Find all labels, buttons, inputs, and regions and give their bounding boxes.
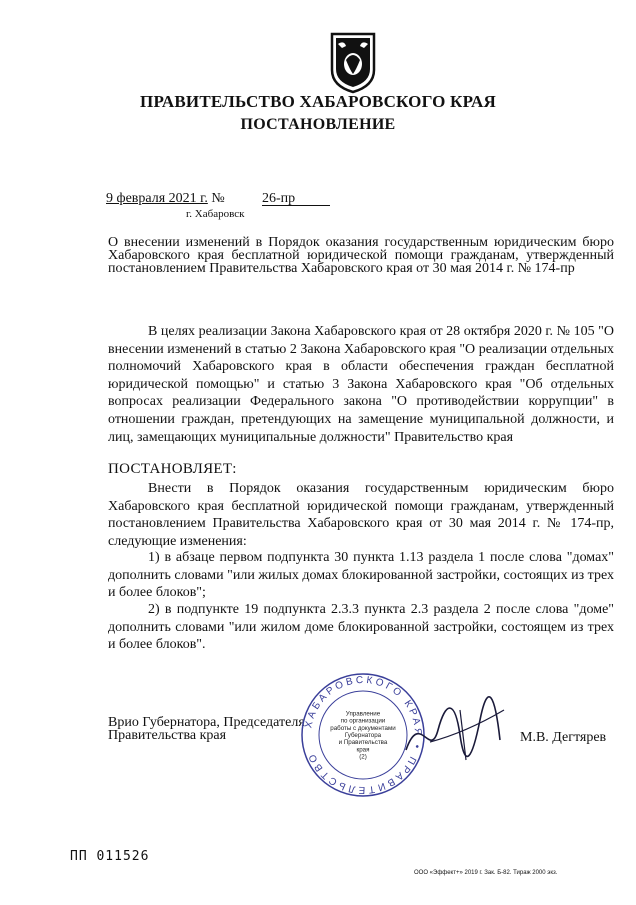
form-serial-number: ПП 011526 <box>70 849 150 864</box>
document-subject: О внесении изменений в Порядок оказания государственным юридическим бюро Хабаровского края бесплатной юридической помощи гражданам, утвержденный постановлением Правительства Хабаровского края от 30 мая 2014 г. № 174-пр <box>108 235 614 276</box>
document-type: ПОСТАНОВЛЕНИЕ <box>240 116 396 133</box>
document-date <box>106 191 225 207</box>
seal-inner-line: Губернатора <box>344 732 382 739</box>
document-number: 26-пр <box>262 191 296 206</box>
seal-inner-line: работы с документами <box>330 724 396 732</box>
document-city: г. Хабаровск <box>186 208 245 220</box>
position-line-2: Правительства края <box>108 728 227 743</box>
coat-of-arms-icon <box>330 30 376 94</box>
position-line-1: Врио Губернатора, Председателя <box>108 715 305 730</box>
seal-inner-line: и Правительства <box>338 739 388 747</box>
signatory-position <box>108 716 305 742</box>
seal-inner-line: края <box>356 746 370 754</box>
preamble-paragraph: В целях реализации Закона Хабаровского края от 28 октября 2020 г. № 105 "О внесении изменений в статью 2 Закона Хабаровского края "О реализации отдельных полномочий Хабаровского края в области обеспечения граждан бесплатной юридической помощью" и статью 3 Закона Хабаровского края "Об отдельных вопросах реализации Федерального закона "О противодействии коррупции" в отношении граждан, претендующих на замещение муниципальной должности, и лиц, замещающих муниципальные должности" Правительство края <box>108 324 614 445</box>
government-title: ПРАВИТЕЛЬСТВО ХАБАРОВСКОГО КРАЯ <box>140 92 496 111</box>
number-underline <box>262 205 330 206</box>
date-value: 9 февраля 2021 г. <box>106 191 208 206</box>
seal-inner-line: по организации <box>340 717 386 725</box>
number-label: № <box>211 191 225 206</box>
printer-imprint: ООО «Эффект+» 2019 г. Зак. Б-82. Тираж 2000 экз. <box>414 870 558 876</box>
seal-inner-line: Управление <box>345 710 381 718</box>
handwritten-signature-icon <box>400 690 510 770</box>
resolves-heading: ПОСТАНОВЛЯЕТ: <box>108 461 237 477</box>
amendment-item-1: 1) в абзаце первом подпункта 30 пункта 1.13 раздела 1 после слова "домах" дополнить словами "или жилых домах блокированной застройки, состоящих из трех и более блоков"; <box>108 550 614 601</box>
seal-outer-text: ХАБАРОВСКОГО КРАЯ • ПРАВИТЕЛЬСТВО <box>303 674 424 796</box>
signatory-name: М.В. Дегтярев <box>520 730 607 745</box>
seal-inner-line: (2) <box>359 753 367 761</box>
intro-paragraph: Внести в Порядок оказания государственным юридическим бюро Хабаровского края бесплатной юридической помощи гражданам, утвержденный постановлением Правительства Хабаровского края от 30 мая 2014 г. № 174-пр, следующие изменения: <box>108 481 614 549</box>
amendment-item-2: 2) в подпункте 19 подпункта 2.3.3 пункта 2.3 раздела 2 после слова "доме" дополнить словами "или жилом доме блокированной застройки, состоящем из трех и более блоков". <box>108 602 614 653</box>
